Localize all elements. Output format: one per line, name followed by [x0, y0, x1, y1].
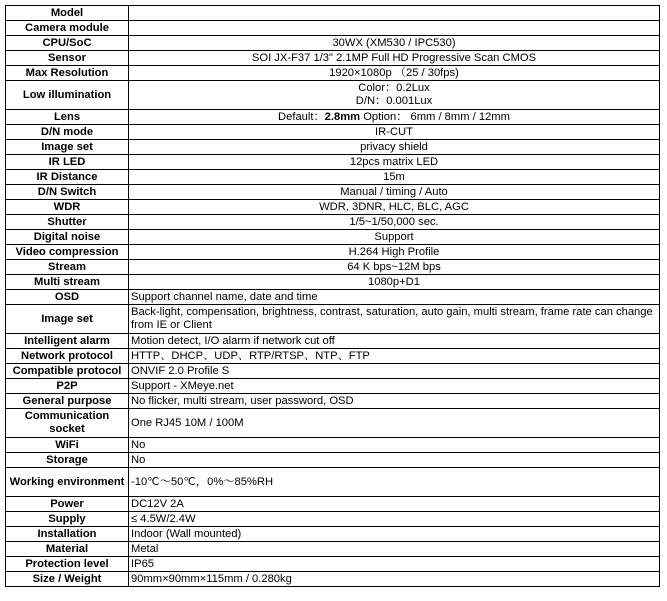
row-ir-distance [6, 170, 660, 185]
row-size-weight [6, 572, 660, 587]
value-lens [129, 110, 660, 125]
value-digital-noise: Support [129, 230, 660, 245]
row-intelligent-alarm [6, 334, 660, 349]
value-compatible-protocol: ONVIF 2.0 Profile S [129, 364, 660, 379]
row-power [6, 497, 660, 512]
value-wifi: No [129, 438, 660, 453]
row-wifi [6, 438, 660, 453]
label-model: Model [6, 6, 129, 21]
value-network-protocol: HTTP、DHCP、UDP、RTP/RTSP、NTP、FTP [129, 349, 660, 364]
row-low-illumination [6, 81, 660, 110]
value-general-purpose: No flicker, multi stream, user password, OSD [129, 394, 660, 409]
row-general-purpose [6, 394, 660, 409]
value-ir-led: 12pcs matrix LED [129, 155, 660, 170]
low-illumination-dn: D/N：0.001Lux [355, 95, 433, 107]
label-protection-level: Protection level [6, 557, 129, 572]
low-illumination-color: Color：0.2Lux [358, 82, 430, 94]
value-material: Metal [129, 542, 660, 557]
value-stream: 64 K bps~12M bps [129, 260, 660, 275]
label-max-resolution: Max Resolution [6, 66, 129, 81]
value-shutter: 1/5~1/50,000 sec. [129, 215, 660, 230]
row-dn-switch [6, 185, 660, 200]
label-communication-socket: Communication socket [6, 409, 129, 438]
row-dn-mode [6, 125, 660, 140]
value-dn-switch: Manual / timing / Auto [129, 185, 660, 200]
label-digital-noise: Digital noise [6, 230, 129, 245]
row-ir-led [6, 155, 660, 170]
lens-default-prefix: Default： [278, 110, 325, 123]
value-installation: Indoor (Wall mounted) [129, 527, 660, 542]
row-video-compression [6, 245, 660, 260]
label-low-illumination: Low illumination [6, 81, 129, 110]
row-storage [6, 453, 660, 468]
label-compatible-protocol: Compatible protocol [6, 364, 129, 379]
label-material: Material [6, 542, 129, 557]
label-intelligent-alarm: Intelligent alarm [6, 334, 129, 349]
label-ir-led: IR LED [6, 155, 129, 170]
label-shutter: Shutter [6, 215, 129, 230]
label-working-environment: Working environment [6, 468, 129, 497]
value-wdr: WDR, 3DNR, HLC, BLC, AGC [129, 200, 660, 215]
value-image-set-2: Back-light, compensation, brightness, contrast, saturation, auto gain, multi stream, frame rate can change from IE or Client [129, 305, 660, 334]
value-model [129, 6, 660, 21]
label-camera-module: Camera module [6, 21, 129, 36]
label-storage: Storage [6, 453, 129, 468]
row-max-resolution [6, 66, 660, 81]
label-sensor: Sensor [6, 51, 129, 66]
label-p2p: P2P [6, 379, 129, 394]
label-cpu-soc: CPU/SoC [6, 36, 129, 51]
label-installation: Installation [6, 527, 129, 542]
lens-options: Option： 6mm / 8mm / 12mm [360, 110, 510, 123]
row-shutter [6, 215, 660, 230]
value-communication-socket: One RJ45 10M / 100M [129, 409, 660, 438]
label-multi-stream: Multi stream [6, 275, 129, 290]
label-size-weight: Size / Weight [6, 572, 129, 587]
value-intelligent-alarm: Motion detect, I/O alarm if network cut off [129, 334, 660, 349]
row-lens [6, 110, 660, 125]
row-camera-module [6, 21, 660, 36]
value-image-set: privacy shield [129, 140, 660, 155]
row-protection-level [6, 557, 660, 572]
label-general-purpose: General purpose [6, 394, 129, 409]
value-sensor: SOI JX-F37 1/3" 2.1MP Full HD Progressive Scan CMOS [129, 51, 660, 66]
label-network-protocol: Network protocol [6, 349, 129, 364]
value-size-weight: 90mm×90mm×115mm / 0.280kg [129, 572, 660, 587]
value-low-illumination [129, 81, 660, 110]
label-stream: Stream [6, 260, 129, 275]
label-dn-switch: D/N Switch [6, 185, 129, 200]
row-image-set-2 [6, 305, 660, 334]
value-working-environment: -10℃～50℃，0%～85%RH [129, 468, 660, 497]
value-multi-stream: 1080p+D1 [129, 275, 660, 290]
label-osd: OSD [6, 290, 129, 305]
row-p2p [6, 379, 660, 394]
label-wdr: WDR [6, 200, 129, 215]
row-communication-socket [6, 409, 660, 438]
value-ir-distance: 15m [129, 170, 660, 185]
label-supply: Supply [6, 512, 129, 527]
row-sensor [6, 51, 660, 66]
row-network-protocol [6, 349, 660, 364]
row-material [6, 542, 660, 557]
value-dn-mode: IR-CUT [129, 125, 660, 140]
value-camera-module [129, 21, 660, 36]
value-osd: Support channel name, date and time [129, 290, 660, 305]
value-storage: No [129, 453, 660, 468]
row-stream [6, 260, 660, 275]
row-working-environment [6, 468, 660, 497]
row-digital-noise [6, 230, 660, 245]
label-video-compression: Video compression [6, 245, 129, 260]
label-wifi: WiFi [6, 438, 129, 453]
label-image-set-2: Image set [6, 305, 129, 334]
value-p2p: Support - XMeye.net [129, 379, 660, 394]
value-cpu-soc: 30WX (XM530 / IPC530) [129, 36, 660, 51]
value-power: DC12V 2A [129, 497, 660, 512]
value-protection-level: IP65 [129, 557, 660, 572]
row-multi-stream [6, 275, 660, 290]
row-installation [6, 527, 660, 542]
lens-default-value: 2.8mm [324, 110, 361, 123]
label-image-set: Image set [6, 140, 129, 155]
value-video-compression: H.264 High Profile [129, 245, 660, 260]
spec-table [5, 5, 660, 587]
row-osd [6, 290, 660, 305]
row-wdr [6, 200, 660, 215]
value-supply: ≤ 4.5W/2.4W [129, 512, 660, 527]
row-supply [6, 512, 660, 527]
label-dn-mode: D/N mode [6, 125, 129, 140]
row-compatible-protocol [6, 364, 660, 379]
row-model [6, 6, 660, 21]
label-lens: Lens [6, 110, 129, 125]
label-ir-distance: IR Distance [6, 170, 129, 185]
value-max-resolution: 1920×1080p （25 / 30fps) [129, 66, 660, 81]
row-cpu-soc [6, 36, 660, 51]
label-power: Power [6, 497, 129, 512]
row-image-set [6, 140, 660, 155]
